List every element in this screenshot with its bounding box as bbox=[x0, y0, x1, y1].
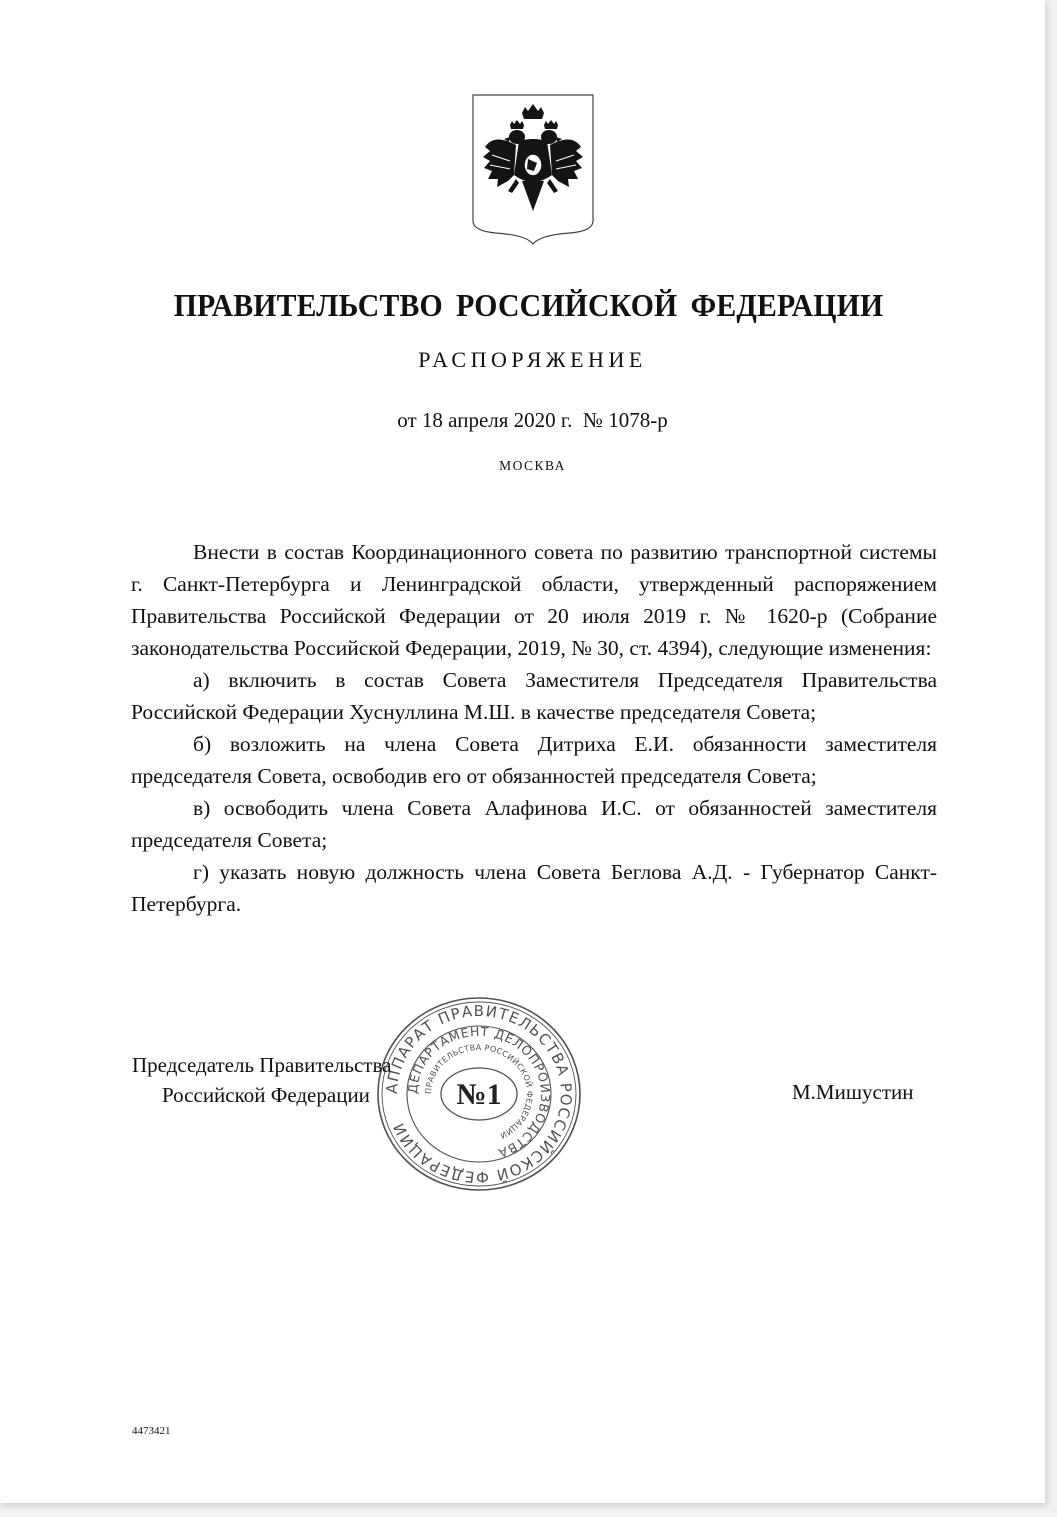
signatory-position-line1: Председатель Правительства bbox=[132, 1053, 392, 1077]
government-title: ПРАВИТЕЛЬСТВО РОССИЙСКОЙ ФЕДЕРАЦИИ bbox=[173, 287, 884, 323]
signatory-position-line2: Российской Федерации bbox=[162, 1083, 370, 1107]
stamp-outer-text: АППАРАТ ПРАВИТЕЛЬСТВА РОССИЙСКОЙ ФЕДЕРАЦИИ bbox=[382, 1001, 576, 1187]
paragraph-item-g: г) указать новую должность члена Совета Беглова А.Д. - Губернатор Санкт-Петербурга. bbox=[131, 860, 937, 916]
document-code: 4473421 bbox=[132, 1425, 171, 1437]
document-body bbox=[131, 536, 937, 920]
document-date-number: от 18 апреля 2020 г. № 1078-р bbox=[397, 408, 668, 432]
coat-of-arms-icon bbox=[470, 93, 596, 245]
stamp-number: №1 bbox=[456, 1078, 502, 1111]
paragraph-intro: Внести в состав Координационного совета по развитию транспортной системы г. Санкт-Петербурга и Ленинградской области, утвержденный распоряжением Правительства Российской Федерации от 20 июля 2019 г. № 1620-р (Собрание законодательства Российской Федерации, 2019, № 30, ст. 4394), следующие изменения: bbox=[131, 540, 937, 660]
paragraph-item-v: в) освободить члена Совета Алафинова И.С. от обязанностей заместителя председателя Совета; bbox=[131, 796, 937, 852]
document-type: РАСПОРЯЖЕНИЕ bbox=[418, 347, 647, 372]
paragraph-item-a: а) включить в состав Совета Заместителя Председателя Правительства Российской Федерации Хуснуллина М.Ш. в качестве председателя Совета; bbox=[131, 668, 937, 724]
signatory-position bbox=[132, 1050, 391, 1110]
document-city: МОСКВА bbox=[499, 458, 566, 473]
paragraph-item-b: б) возложить на члена Совета Дитриха Е.И. обязанности заместителя председателя Совета, освободив его от обязанностей председателя Совета; bbox=[131, 732, 937, 788]
stamp-inner-text: ДЕПАРТАМЕНТ ДЕЛОПРОИЗВОДСТВА bbox=[404, 1023, 554, 1161]
signatory-name: М.Мишустин bbox=[792, 1080, 914, 1104]
stamp-inner-sub: ПРАВИТЕЛЬСТВА РОССИЙСКОЙ ФЕДЕРАЦИИ bbox=[423, 1042, 535, 1141]
official-seal-stamp bbox=[374, 994, 584, 1194]
